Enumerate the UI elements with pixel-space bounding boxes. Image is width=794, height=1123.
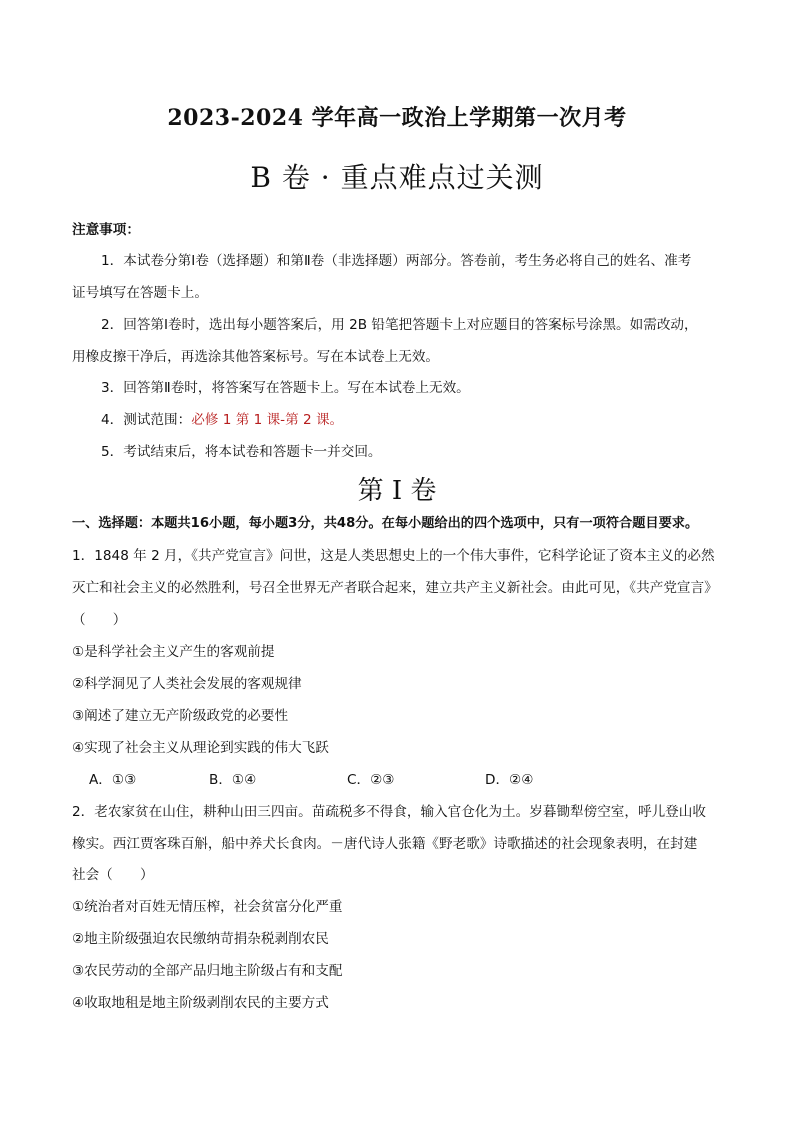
q1-stem-line-2: 灭亡和社会主义的必然胜利，号召全世界无产者联合起来，建立共产主义新社会。由此可见，《共产党宣言》 [72, 580, 718, 596]
q2-statement-2: ②地主阶级强迫农民缴纳苛捐杂税剥削农民 [72, 931, 329, 947]
q2-statement-3: ③农民劳动的全部产品归地主阶级占有和支配 [72, 963, 343, 979]
q1-statement-4: ④实现了社会主义从理论到实践的伟大飞跃 [72, 740, 329, 756]
notice-heading: 注意事项： [72, 222, 140, 238]
test-range: 必修 1 第 1 课-第 2 课。 [191, 412, 344, 428]
notice-item-4 [101, 411, 343, 429]
q1-option-b: B．①④ [209, 772, 257, 788]
section-title: 第 I 卷 [357, 476, 437, 506]
notice-item-2-line-2: 用橡皮擦干净后，再选涂其他答案标号。写在本试卷上无效。 [72, 349, 440, 365]
notice-item-4-prefix: 4．测试范围： [101, 412, 192, 428]
q2-stem-line-3: 社会（ ） [72, 867, 154, 883]
q1-option-a: A．①③ [89, 772, 137, 788]
q1-option-c: C．②③ [347, 772, 395, 788]
q2-stem-line-2: 橡实。西江贾客珠百斛，船中养犬长食肉。－唐代诗人张籍《野老歌》诗歌描述的社会现象表明，在封建 [72, 836, 698, 852]
notice-item-3: 3．回答第Ⅱ卷时，将答案写在答题卡上。写在本试卷上无效。 [101, 380, 470, 396]
exam-title: 2023-2024 学年高一政治上学期第一次月考 [167, 105, 627, 131]
notice-item-1-line-2: 证号填写在答题卡上。 [72, 285, 208, 301]
q1-statement-1: ①是科学社会主义产生的客观前提 [72, 644, 275, 660]
q1-statement-2: ②科学洞见了人类社会发展的客观规律 [72, 676, 302, 692]
q2-statement-1: ①统治者对百姓无情压榨，社会贫富分化严重 [72, 899, 343, 915]
q2-stem-line-1: 2．老农家贫在山住，耕种山田三四亩。苗疏税多不得食，输入官仓化为土。岁暮锄犁傍空室，呼儿登山收 [72, 804, 706, 820]
q1-stem-line-1: 1．1848 年 2 月，《共产党宣言》问世，这是人类思想史上的一个伟大事件，它科学论证了资本主义的必然 [72, 548, 715, 564]
q1-option-d: D．②④ [485, 772, 534, 788]
notice-item-5: 5．考试结束后，将本试卷和答题卡一并交回。 [101, 444, 382, 460]
exam-subtitle: B 卷 · 重点难点过关测 [250, 161, 544, 194]
q2-statement-4: ④收取地租是地主阶级剥削农民的主要方式 [72, 995, 329, 1011]
q1-statement-3: ③阐述了建立无产阶级政党的必要性 [72, 708, 289, 724]
notice-item-2-line-1: 2．回答第Ⅰ卷时，选出每小题答案后，用 2B 铅笔把答题卡上对应题目的答案标号涂黑。如需改动， [101, 317, 698, 333]
notice-item-1-line-1: 1．本试卷分第Ⅰ卷（选择题）和第Ⅱ卷（非选择题）两部分。答卷前，考生务必将自己的姓名、准考 [101, 253, 692, 269]
section-instruction: 一、选择题：本题共16小题，每小题3分，共48分。在每小题给出的四个选项中，只有一项符合题目要求。 [72, 516, 699, 531]
q1-answer-blank: （ ） [72, 612, 127, 628]
